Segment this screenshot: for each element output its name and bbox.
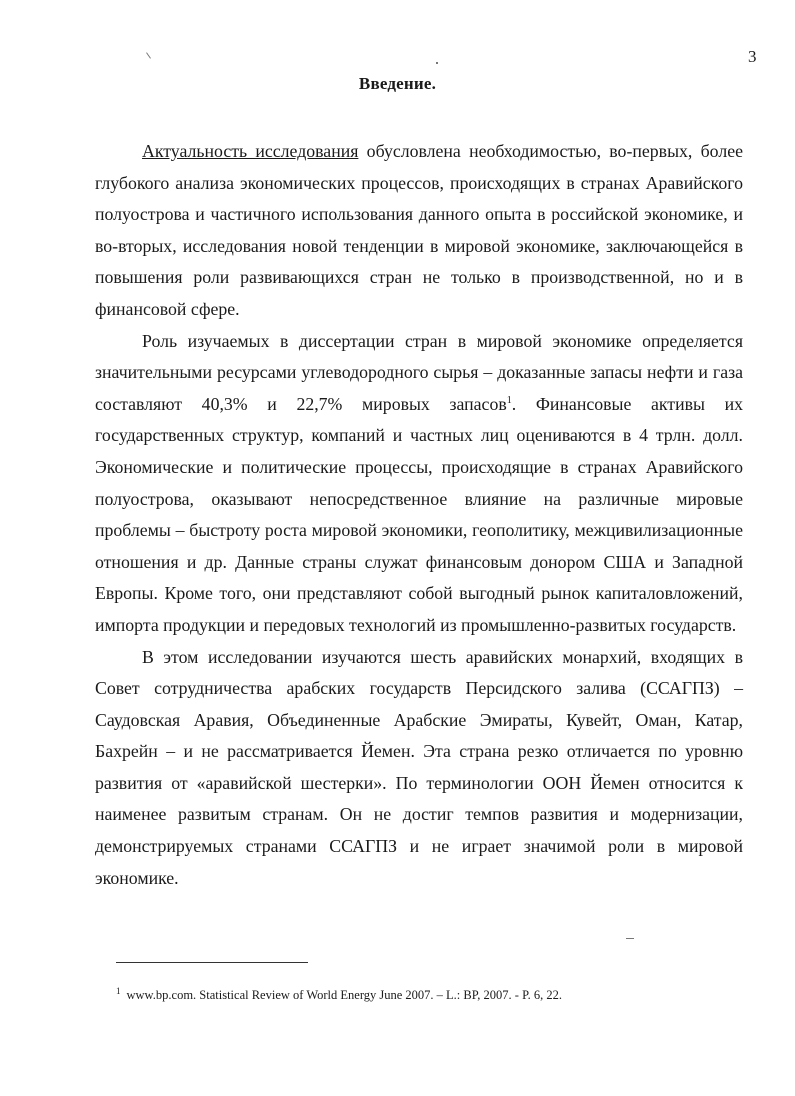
paragraph-text: В этом исследовании изучаются шесть аравийских монархий, входящих в Совет сотрудничества арабских государств Персидского залива (ССАГПЗ) – Саудовская Аравия, Объединенные Арабские Эмираты, Кувейт, Оман, Катар, Бахрейн – и не рассматривается Йемен. Эта страна резко отличается по уровню развития от «аравийской шестерки». По терминологии ООН Йемен относится к наименее развитым странам. Он не достиг темпов развития и модернизации, демонстрируемых странами ССАГПЗ и не играет значимой роли в мировой экономике. [95, 646, 743, 888]
scan-speck [436, 62, 438, 64]
footnote [116, 986, 736, 1004]
relevance-heading: Актуальность исследования [142, 141, 359, 161]
body-text [95, 136, 743, 894]
footnote-divider [116, 962, 308, 963]
paragraph-text: обусловлена необходимостью, во-первых, более глубокого анализа экономических процессов, происходящих в странах Аравийского полуострова и частичного использования данного опыта в российской экономике, и во-вторых, исследования новой тенденции в мировой экономике, заключающейся в повышения роли развивающихся стран не только в производственной, но и в финансовой сфере. [95, 141, 743, 319]
paragraph-relevance [95, 136, 743, 326]
footnote-reference: 1 [506, 394, 512, 406]
paragraph-role [95, 326, 743, 642]
footnote-text: www.bp.com. Statistical Review of World Energy June 2007. – L.: BP, 2007. - P. 6, 22. [126, 988, 563, 1002]
paragraph-text: . Финансовые активы их государственных структур, компаний и частных лиц оцениваются в 4 трлн. долл. Экономические и политические процессы, происходящие в странах Аравийского полуострова, оказывают непосредственное влияние на различные мировые проблемы – быстроту роста мировой экономики, геополитику, межцивилизационные отношения и др. Данные страны служат финансовым донором США и Западной Европы. Кроме того, они представляют собой выгодный рынок капиталовложений, импорта продукции и передовых технологий из промышленно-развитых государств. [95, 393, 744, 635]
page-number: 3 [748, 47, 757, 66]
paragraph-scope [95, 642, 743, 895]
page-title: Введение. [358, 74, 437, 93]
scan-speck [626, 938, 634, 939]
scan-speck [146, 52, 151, 58]
paragraph-text: Роль изучаемых в диссертации стран в мировой экономике определяется значительными ресурсами углеводородного сырья – доказанные запасы нефти и газа составляют 40,3% и 22,7% мировых запасов [95, 330, 743, 414]
footnote-mark: 1 [116, 985, 121, 996]
